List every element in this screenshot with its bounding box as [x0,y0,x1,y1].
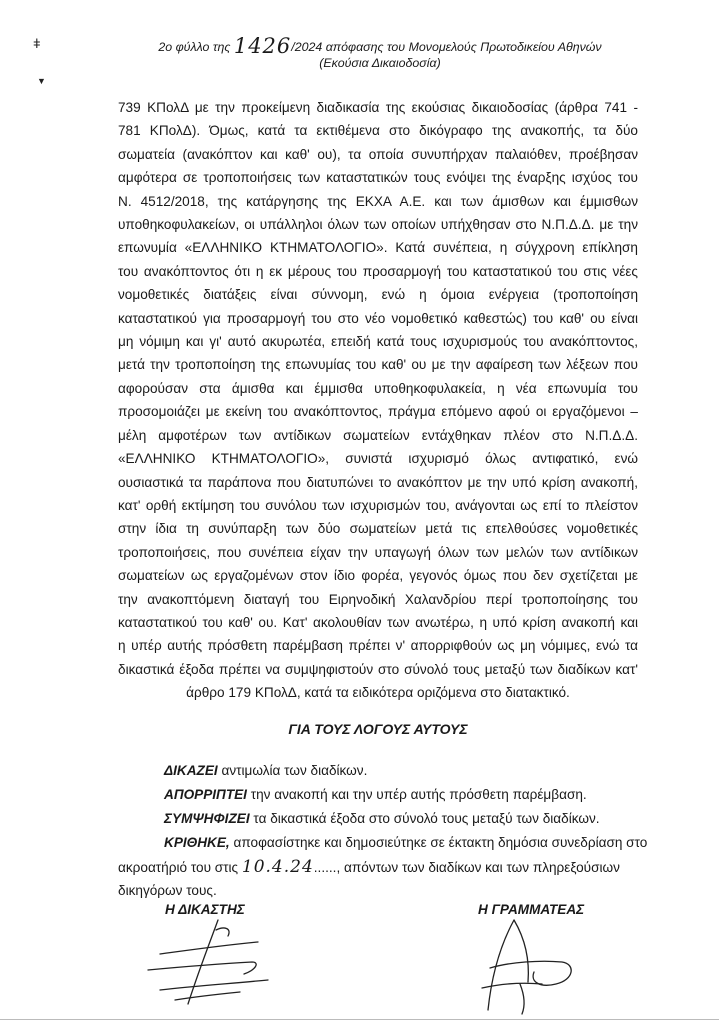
body-line: αμφότερα σε τροποποιήσεις των καταστατικών τους ενόψει της έναρξης ισχύος του [118,170,638,186]
body-line: τροποποιήσεις, που συνέπεια είχαν την υπαγωγή όλων των μελών των αντίδικων [118,544,638,560]
header-line-1: 2ο φύλλο της 1426/2024 απόφασης του Μονομελούς Πρωτοδικείου Αθηνών [158,34,602,58]
body-line: 739 ΚΠολΔ με την προκείμενη διαδικασία της εκούσιας δικαιοδοσίας (άρθρα 741 - [118,100,638,115]
body-paragraph [118,96,638,705]
clerk-signature-label: Η ΓΡΑΜΜΑΤΕΑΣ [478,902,585,917]
body-line: «ΕΛΛΗΝΙΚΟ ΚΤΗΜΑΤΟΛΟΓΙΟ», συνιστά ισχυρισμό όλως αντιφατικό, ενώ [118,451,638,467]
body-line: νομοθετικές διατάξεις είναι σύννομη, ενώ η όμοια ενέργεια (τροποποίηση [118,287,638,303]
body-line: επωνυμία «ΕΛΛΗΝΙΚΟ ΚΤΗΜΑΤΟΛΟΓΙΟ». Κατά συνέπεια, η σύγχρονη επίκληση [118,240,638,256]
verdict-rejects: ΑΠΟΡΡΙΠΤΕΙ την ανακοπή και την υπέρ αυτής πρόσθετη παρέμβαση. [164,787,587,802]
body-line: την ανακοπτόμενη διαταγή του Ειρηνοδική Χαλανδρίου περί τροποποίησης του [118,591,638,607]
body-line: μέλη αμφοτέρων των αντίδικων σωματείων εντάχθηκαν πλέον στο Ν.Π.Δ.Δ. [118,427,638,443]
handwritten-date: 10.4.24 [241,857,314,877]
section-title: ΓΙΑ ΤΟΥΣ ΛΟΓΟΥΣ ΑΥΤΟΥΣ [288,721,468,737]
page-bottom-rule [0,1019,719,1020]
body-line: κατ' ορθή εκτίμηση του συνόλου των ισχυρισμών του, ανάγονται ως επί το πλείστον [118,497,638,513]
body-line: μη νόμιμη και γι' αυτό ακυρωτέα, επειδή κατά τους ισχυρισμούς του ανακόπτοντος, [118,334,638,350]
body-line: προσομοιάζει με εκείνη του ανακόπτοντος, πράγμα επόμενο αφού οι εργαζόμενοι – [118,404,638,420]
page-header [150,36,610,71]
verdict-judged-line-2: ακροατήριό του στις 10.4.24......, απόντων των διαδίκων και των πληρεξούσιων [118,857,620,877]
body-line: καταστατικού για προσαρμογή του στο νέο νομοθετικό καθεστώς) του καθ' ου είναι [118,310,638,326]
verdict-judged: ΚΡΙΘΗΚΕ, αποφασίστηκε και δημοσιεύτηκε σε έκτακτη δημόσια συνεδρίαση στο [164,835,648,850]
body-line: ουσιαστικά τα παράπονα που διατυπώνει το ανακόπτον με την υπό κρίση ανακοπή, [118,474,638,490]
body-line: σωματείων ως εργαζομένων στον ίδιο φορέα, γεγονός όμως που δεν σχετίζεται με [118,568,638,584]
verdict-dismisses: ΔΙΚΑΖΕΙ αντιμωλία των διαδίκων. [164,763,368,778]
verdict-offsets: ΣΥΜΨΗΦΙΖΕΙ τα δικαστικά έξοδα στο σύνολό τους μεταξύ των διαδίκων. [164,811,600,826]
clerk-signature [470,912,600,1017]
body-line: μετά την τροποποίηση της επωνυμίας του καθ' ου με την αφαίρεση των λέξεων που [118,357,638,373]
margin-mark: ǂ [33,36,41,51]
body-line: σωματεία (ανακόπτον και καθ' ου), τα οποία συνυπήρχαν παλαιόθεν, προέβησαν [118,146,638,162]
body-line: η υπέρ αυτής πρόσθετη παρέμβαση πρέπει ν' απορριφθούν ως μη νόμιμες, ενώ τα [118,638,638,654]
handwritten-case-number: 1426 [233,34,292,58]
judge-signature-label: Η ΔΙΚΑΣΤΗΣ [165,902,245,917]
body-line: του ανακόπτοντος ότι η εκ μέρους του προσαρμογή του καταστατικού του στις νέες [118,263,638,279]
body-line: καταστατικού του καθ' ου. Κατ' ακολουθίαν των ανωτέρω, η υπό κρίση ανακοπή και [118,614,638,630]
verdict-judged-line-3: δικηγόρων τους. [118,883,217,898]
body-line: 781 ΚΠολΔ). Όμως, κατά τα εκτιθέμενα στο δικόγραφο της ανακοπής, τα δύο [118,123,638,139]
body-line: στην ίδια τη συνύπαρξη των δύο σωματείων μετά τις επελθούσες νομοθετικές [118,521,638,537]
header-line-2: (Εκούσια Δικαιοδοσία) [319,56,441,70]
body-line: υποθηκοφυλακείων, οι υπάλληλοι όλων των οποίων υπήχθησαν στο Ν.Π.Δ.Δ. με την [118,217,638,233]
body-line: άρθρο 179 ΚΠολΔ, κατά τα ειδικότερα οριζόμενα στο διατακτικό. [186,685,570,701]
margin-mark: ▼ [37,76,46,86]
body-line: αφορούσαν στα άμισθα και έμμισθα υποθηκοφυλακεία, η νέα επωνυμία του [118,380,638,396]
judge-signature [140,912,290,1012]
body-line: δικαστικά έξοδα πρέπει να συμψηφιστούν στο σύνολό τους μεταξύ των διαδίκων κατ' [118,661,638,677]
body-line: Ν. 4512/2018, της κατάργησης της ΕΚΧΑ Α.Ε. και των άμισθων και έμμισθων [118,193,638,209]
